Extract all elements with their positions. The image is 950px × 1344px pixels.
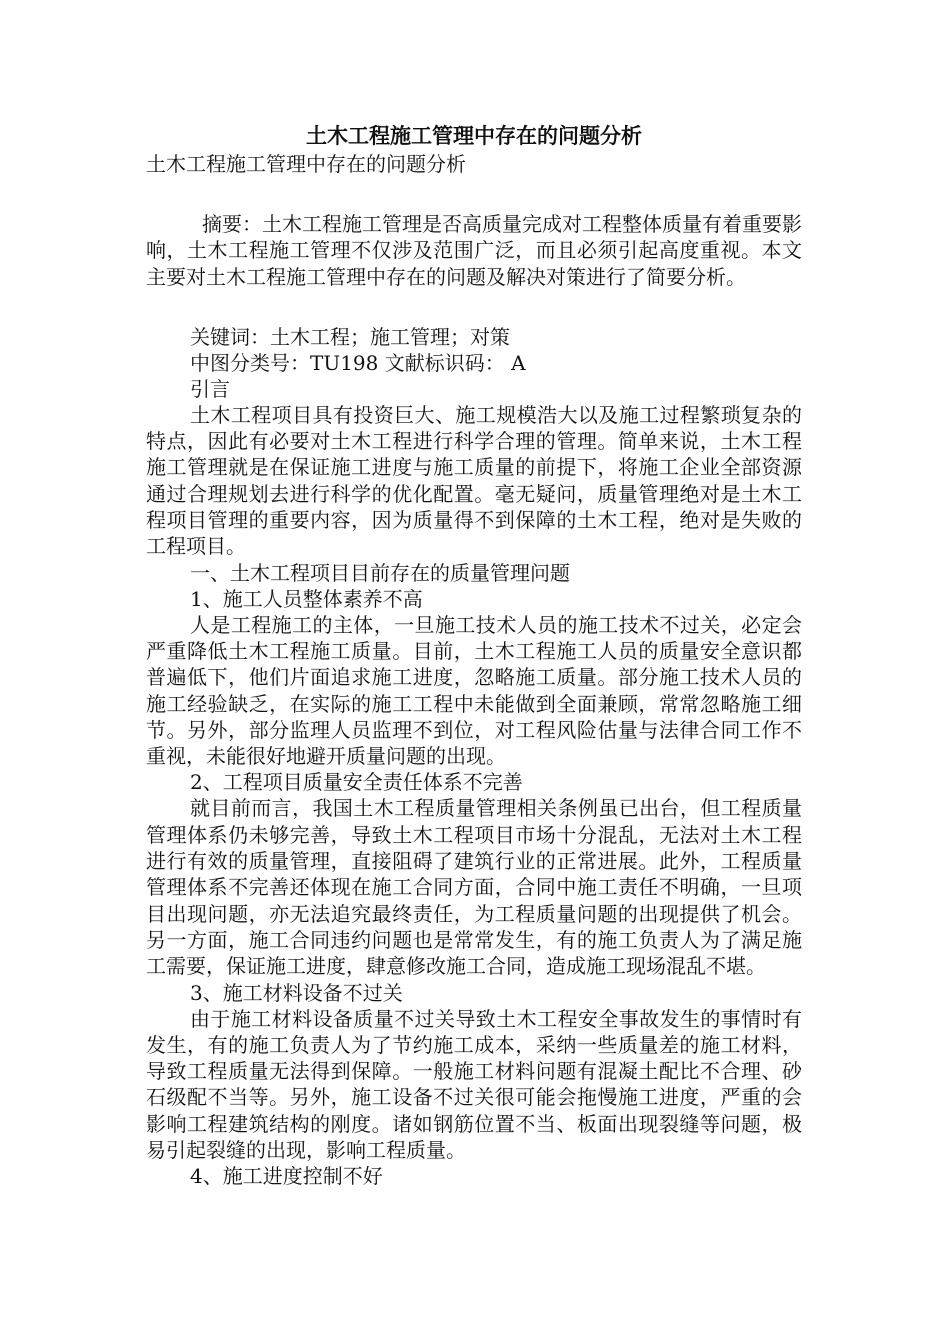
document-subtitle: 土木工程施工管理中存在的问题分析 <box>146 152 466 176</box>
document-page <box>146 121 802 1189</box>
section1-heading: 一、土木工程项目目前存在的质量管理问题 <box>190 560 570 585</box>
document-title: 土木工程施工管理中存在的问题分析 <box>306 123 642 148</box>
subsection3-paragraph: 由于施工材料设备质量不过关导致土木工程安全事故发生的事情时有发生，有的施工负责人为了节约施工成本，采纳一些质量差的施工材料，导致工程质量无法得到保障。一般施工材料问题有混凝土配比不合理、砂石级配不当等。另外，施工设备不过关很可能会拖慢施工进度，严重的会影响工程建筑结构的刚度。诸如钢筋位置不当、板面出现裂缝等问题，极易引起裂缝的出现，影响工程质量。 <box>146 1006 802 1163</box>
subsection2-paragraph: 就目前而言，我国土木工程质量管理相关条例虽已出台，但工程质量管理体系仍未够完善，导致土木工程项目市场十分混乱，无法对土木工程进行有效的质量管理，直接阻碍了建筑行业的正常进展。此外，工程质量管理体系不完善还体现在施工合同方面，合同中施工责任不明确，一旦项目出现问题，亦无法追究最终责任，为工程质量问题的出现提供了机会。另一方面，施工合同违约问题也是常常发生，有的施工负责人为了满足施工需要，保证施工进度，肆意修改施工合同，造成施工现场混乱不堪。 <box>146 796 802 979</box>
subsection2-heading: 2、工程项目质量安全责任体系不完善 <box>190 770 523 795</box>
abstract-paragraph: 摘要：土木工程施工管理是否高质量完成对工程整体质量有着重要影响，土木工程施工管理不仅涉及范围广泛，而且必须引起高度重视。本文主要对土木工程施工管理中存在的问题及解决对策进行了简要分析。 <box>146 212 802 289</box>
intro-paragraph: 土木工程项目具有投资巨大、施工规模浩大以及施工过程繁琐复杂的特点，因此有必要对土木工程进行科学合理的管理。简单来说，土木工程施工管理就是在保证施工进度与施工质量的前提下，将施工企业全部资源通过合理规划去进行科学的优化配置。毫无疑问，质量管理绝对是土木工程项目管理的重要内容，因为质量得不到保障的土木工程，绝对是失败的工程项目。 <box>146 402 802 559</box>
intro-heading: 引言 <box>190 376 230 401</box>
subsection4-heading: 4、施工进度控制不好 <box>190 1164 383 1189</box>
classification-line: 中图分类号：TU198 文献标识码： A <box>190 350 526 375</box>
keywords-line: 关键词：土木工程；施工管理；对策 <box>190 324 510 349</box>
subsection1-heading: 1、施工人员整体素养不高 <box>190 586 423 611</box>
subsection1-paragraph: 人是工程施工的主体，一旦施工技术人员的施工技术不过关，必定会严重降低土木工程施工质量。目前，土木工程施工人员的质量安全意识都普遍低下，他们片面追求施工进度，忽略施工质量。部分施工技术人员的施工经验缺乏，在实际的施工工程中未能做到全面兼顾，常常忽略施工细节。另外，部分监理人员监理不到位，对工程风险估量与法律合同工作不重视，未能很好地避开质量问题的出现。 <box>146 612 802 769</box>
subsection3-heading: 3、施工材料设备不过关 <box>190 980 403 1005</box>
